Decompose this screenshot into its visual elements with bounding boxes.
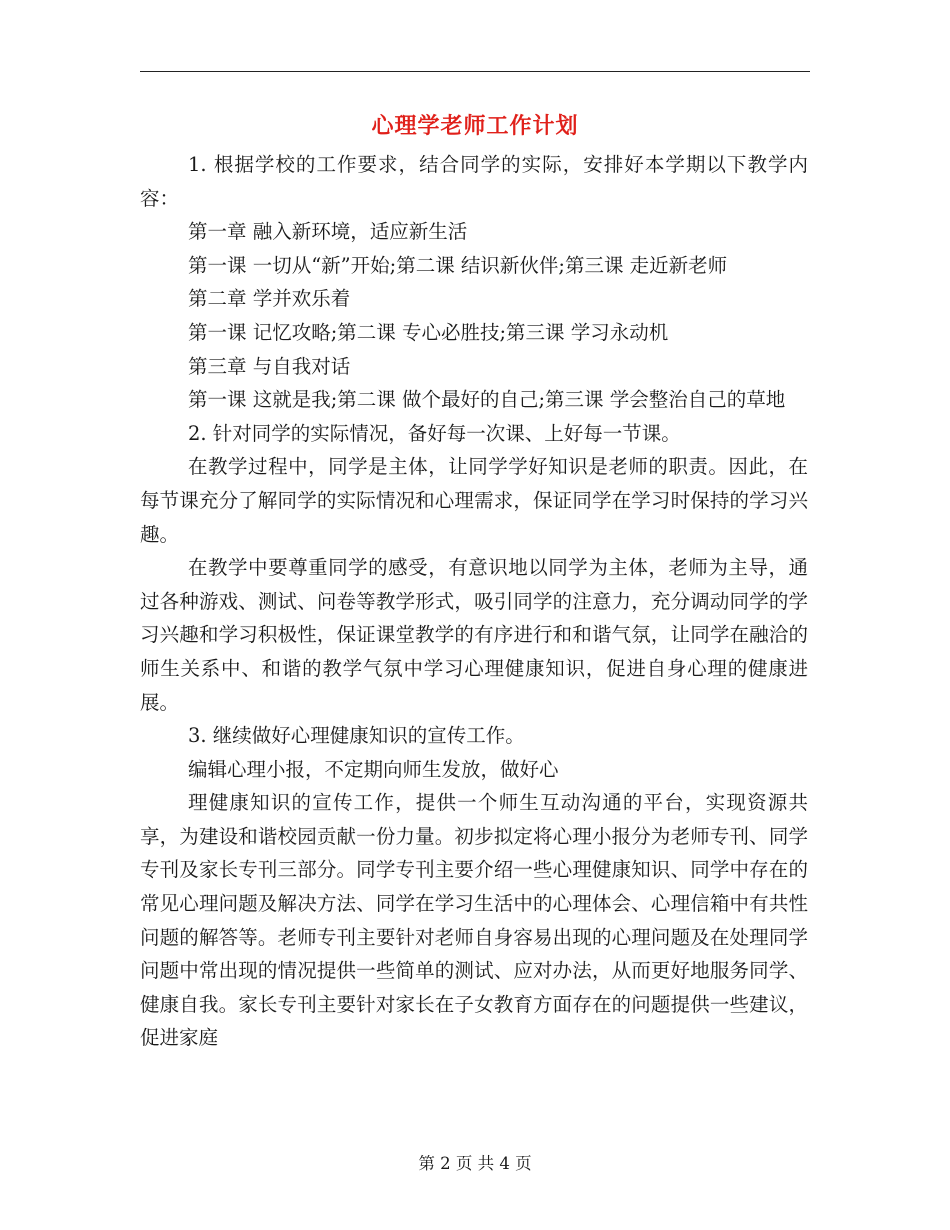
- paragraph-student-centered: 在教学过程中，同学是主体，让同学学好知识是老师的职责。因此，在每节课充分了解同学的实际情况和心理需求，保证同学在学习时保持的学习兴趣。: [140, 455, 808, 546]
- paragraph-teaching-content: 1. 根据学校的工作要求，结合同学的实际，安排好本学期以下教学内容：: [140, 153, 808, 210]
- paragraph-newsletter-intro: 编辑心理小报，不定期向师生发放，做好心: [188, 757, 559, 781]
- document-title: 心理学老师工作计划: [371, 113, 579, 139]
- paragraph-lesson-prep: 2. 针对同学的实际情况，备好每一次课、上好每一节课。: [188, 421, 681, 445]
- paragraph-publicity: 3. 继续做好心理健康知识的宣传工作。: [188, 724, 525, 748]
- paragraph-chapter-2-lessons: 第一课 记忆攻略;第二课 专心必胜技;第三课 学习永动机: [188, 320, 669, 344]
- paragraph-chapter-1-lessons: 第一课 一切从“新”开始;第二课 结识新伙伴;第三课 走近新老师: [188, 253, 728, 277]
- paragraph-chapter-2: 第二章 学并欢乐着: [188, 287, 351, 311]
- page-number: 第 2 页 共 4 页: [418, 1154, 532, 1173]
- paragraph-chapter-1: 第一章 融入新环境，适应新生活: [188, 220, 468, 244]
- paragraph-chapter-3: 第三章 与自我对话: [188, 354, 351, 378]
- paragraph-chapter-3-lessons: 第一课 这就是我;第二课 做个最好的自己;第三课 学会整治自己的草地: [188, 388, 786, 412]
- paragraph-newsletter-details: 理健康知识的宣传工作，提供一个师生互动沟通的平台，实现资源共享，为建设和谐校园贡献一份力量。初步拟定将心理小报分为老师专刊、同学专刊及家长专刊三部分。同学专刊主要介绍一些心理健康知识、同学中存在的常见心理问题及解决方法、同学在学习生活中的心理体会、心理信箱中有共性问题的解答等。老师专刊主要针对老师自身容易出现的心理问题及在处理同学问题中常出现的情况提供一些简单的测试、应对办法，从而更好地服务同学、健康自我。家长专刊主要针对家长在子女教育方面存在的问题提供一些建议，促进家庭: [140, 791, 808, 1050]
- paragraph-teaching-methods: 在教学中要尊重同学的感受，有意识地以同学为主体，老师为主导，通过各种游戏、测试、问卷等教学形式，吸引同学的注意力，充分调动同学的学习兴趣和学习积极性，保证课堂教学的有序进行和和谐气氛，让同学在融洽的师生关系中、和谐的教学气氛中学习心理健康知识，促进自身心理的健康进展。: [140, 556, 808, 714]
- document-body: [140, 148, 808, 1055]
- header-rule: [140, 71, 810, 72]
